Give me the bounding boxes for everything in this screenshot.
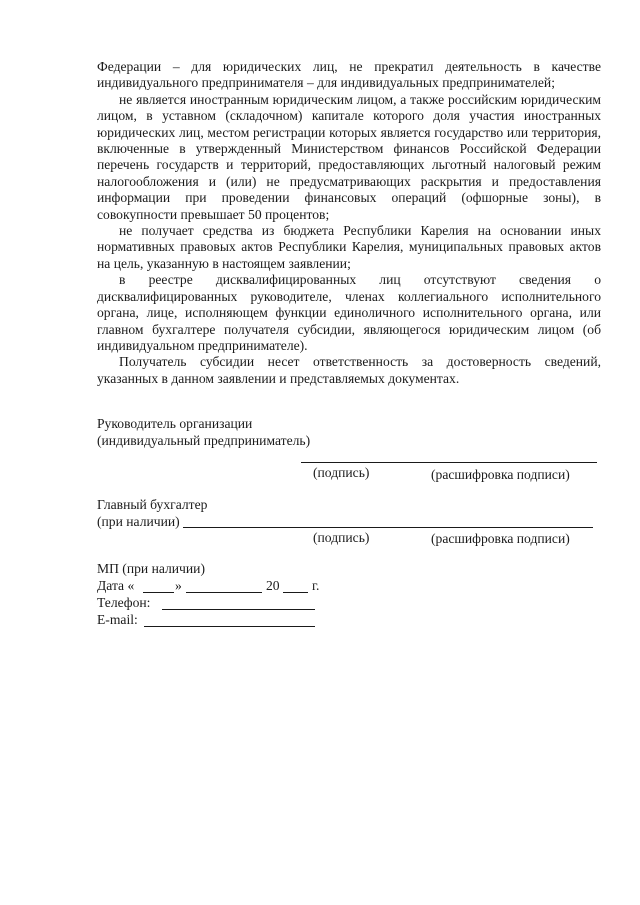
date-month-line [186,592,262,593]
paragraph-responsibility: Получатель субсидии несет ответственность за достоверность сведений, указанных в данном заявлении и представляемых документах. [97,354,601,386]
email-label: E-mail: [97,612,138,627]
paragraph-disqualified-register: в реестре дисквалифицированных лиц отсутствуют сведения о дисквалифицированных руководителе, членах коллегиального исполнительного органа, лице, исполняющем функции единоличного исполнительного органа, или главном бухгалтере получателя субсидии, являющегося юридическим лицом (об индивидуальном предпринимателе). [97,272,601,353]
head-title: Руководитель организации [97,416,253,431]
seal-label: МП (при наличии) [97,561,205,576]
date-label: Дата « [97,578,135,593]
paragraph-foreign-entity: не является иностранным юридическим лицом, а также российским юридическим лицом, в уставном (складочном) капитале которого доля участия иностранных юридических лиц, местом регистрации которых является государство или территория, включенные в утвержденный Министерством финансов Российской Федерации перечень государств и территорий, предоставляющих льготный налоговый режим налогообложения и (или) не предусматривающих раскрытия и предоставления информации при проведении финансовых операций (офшорные зоны), в совокупности превышает 50 процентов; [97,91,601,222]
date-year-line [283,592,308,593]
head-signature-caption: (подпись) [313,465,370,480]
email-line [144,626,315,627]
conditions-text [97,59,601,387]
phone-line [162,609,315,610]
accountant-decryption-caption: (расшифровка подписи) [431,531,570,546]
head-decryption-caption: (расшифровка подписи) [431,467,570,482]
accountant-signature-line [183,527,593,528]
paragraph-budget-funds: не получает средства из бюджета Республики Карелия на основании иных нормативных правовых актов Республики Карелия, муниципальных правовых актов на цель, указанную в настоящем заявлении; [97,223,601,271]
accountant-subtitle: (при наличии) [97,514,180,529]
phone-label: Телефон: [97,595,151,610]
date-close-quote: » [175,578,182,593]
accountant-title: Главный бухгалтер [97,497,208,512]
date-day-line [143,592,174,593]
accountant-signature-caption: (подпись) [313,530,370,545]
paragraph-continuation: Федерации – для юридических лиц, не прекратил деятельность в качестве индивидуального предпринимателя – для индивидуальных предпринимателей; [97,59,601,91]
head-signature-line [301,462,597,463]
year-prefix: 20 [266,578,280,593]
head-subtitle: (индивидуальный предприниматель) [97,433,311,448]
year-suffix: г. [312,578,320,593]
